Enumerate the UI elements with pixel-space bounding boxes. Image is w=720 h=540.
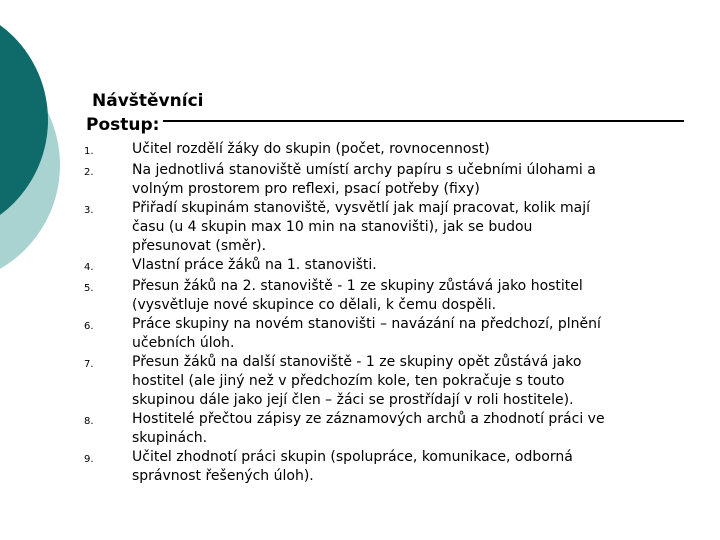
slide-subtitle: Postup:: [86, 115, 160, 135]
step-number: 6.: [84, 321, 94, 332]
list-item: [84, 410, 684, 448]
list-item: [84, 199, 684, 256]
title-underline: [163, 120, 684, 122]
step-text: Práce skupiny na novém stanovišti – navázání na předchozí, plnění učebních úloh.: [132, 316, 601, 351]
list-item: [84, 161, 684, 199]
slide-title: Návštěvníci: [92, 91, 204, 111]
step-text: Učitel zhodnotí práci skupin (spolupráce, komunikace, odborná správnost řešených úloh).: [132, 449, 573, 484]
step-number: 7.: [84, 359, 94, 370]
step-number: 9.: [84, 454, 94, 465]
step-text: Na jednotlivá stanoviště umístí archy papíru s učebními úlohami a volným prostorem pro reflexi, psací potřeby (fixy): [132, 162, 596, 197]
list-item: [84, 315, 684, 353]
step-number: 3.: [84, 205, 94, 216]
step-text: Vlastní práce žáků na 1. stanovišti.: [132, 257, 377, 273]
step-number: 1.: [84, 146, 94, 157]
teal-circles-decoration: [0, 0, 90, 300]
step-number: 2.: [84, 167, 94, 178]
step-number: 5.: [84, 283, 94, 294]
step-text: Učitel rozdělí žáky do skupin (počet, rovnocennost): [132, 141, 490, 157]
step-number: 8.: [84, 416, 94, 427]
list-item: [84, 256, 684, 277]
steps-list: [84, 140, 684, 486]
step-text: Hostitelé přečtou zápisy ze záznamových archů a zhodnotí práci ve skupinách.: [132, 411, 605, 446]
step-text: Přiřadí skupinám stanoviště, vysvětlí jak mají pracovat, kolik mají času (u 4 skupin max 10 min na stanovišti), jak se budou přesunovat (směr).: [132, 200, 591, 254]
list-item: [84, 353, 684, 410]
list-item: [84, 277, 684, 315]
step-number: 4.: [84, 262, 94, 273]
step-text: Přesun žáků na další stanoviště - 1 ze skupiny opět zůstává jako hostitel (ale jiný než v předchozím kole, ten pokračuje s touto skupinou dále jako její člen – žáci se prostřídají v roli hostitele).: [132, 354, 582, 408]
step-text: Přesun žáků na 2. stanoviště - 1 ze skupiny zůstává jako hostitel (vysvětluje nové skupince co dělali, k čemu dospěli.: [132, 278, 583, 313]
list-item: [84, 448, 684, 486]
list-item: [84, 140, 684, 161]
